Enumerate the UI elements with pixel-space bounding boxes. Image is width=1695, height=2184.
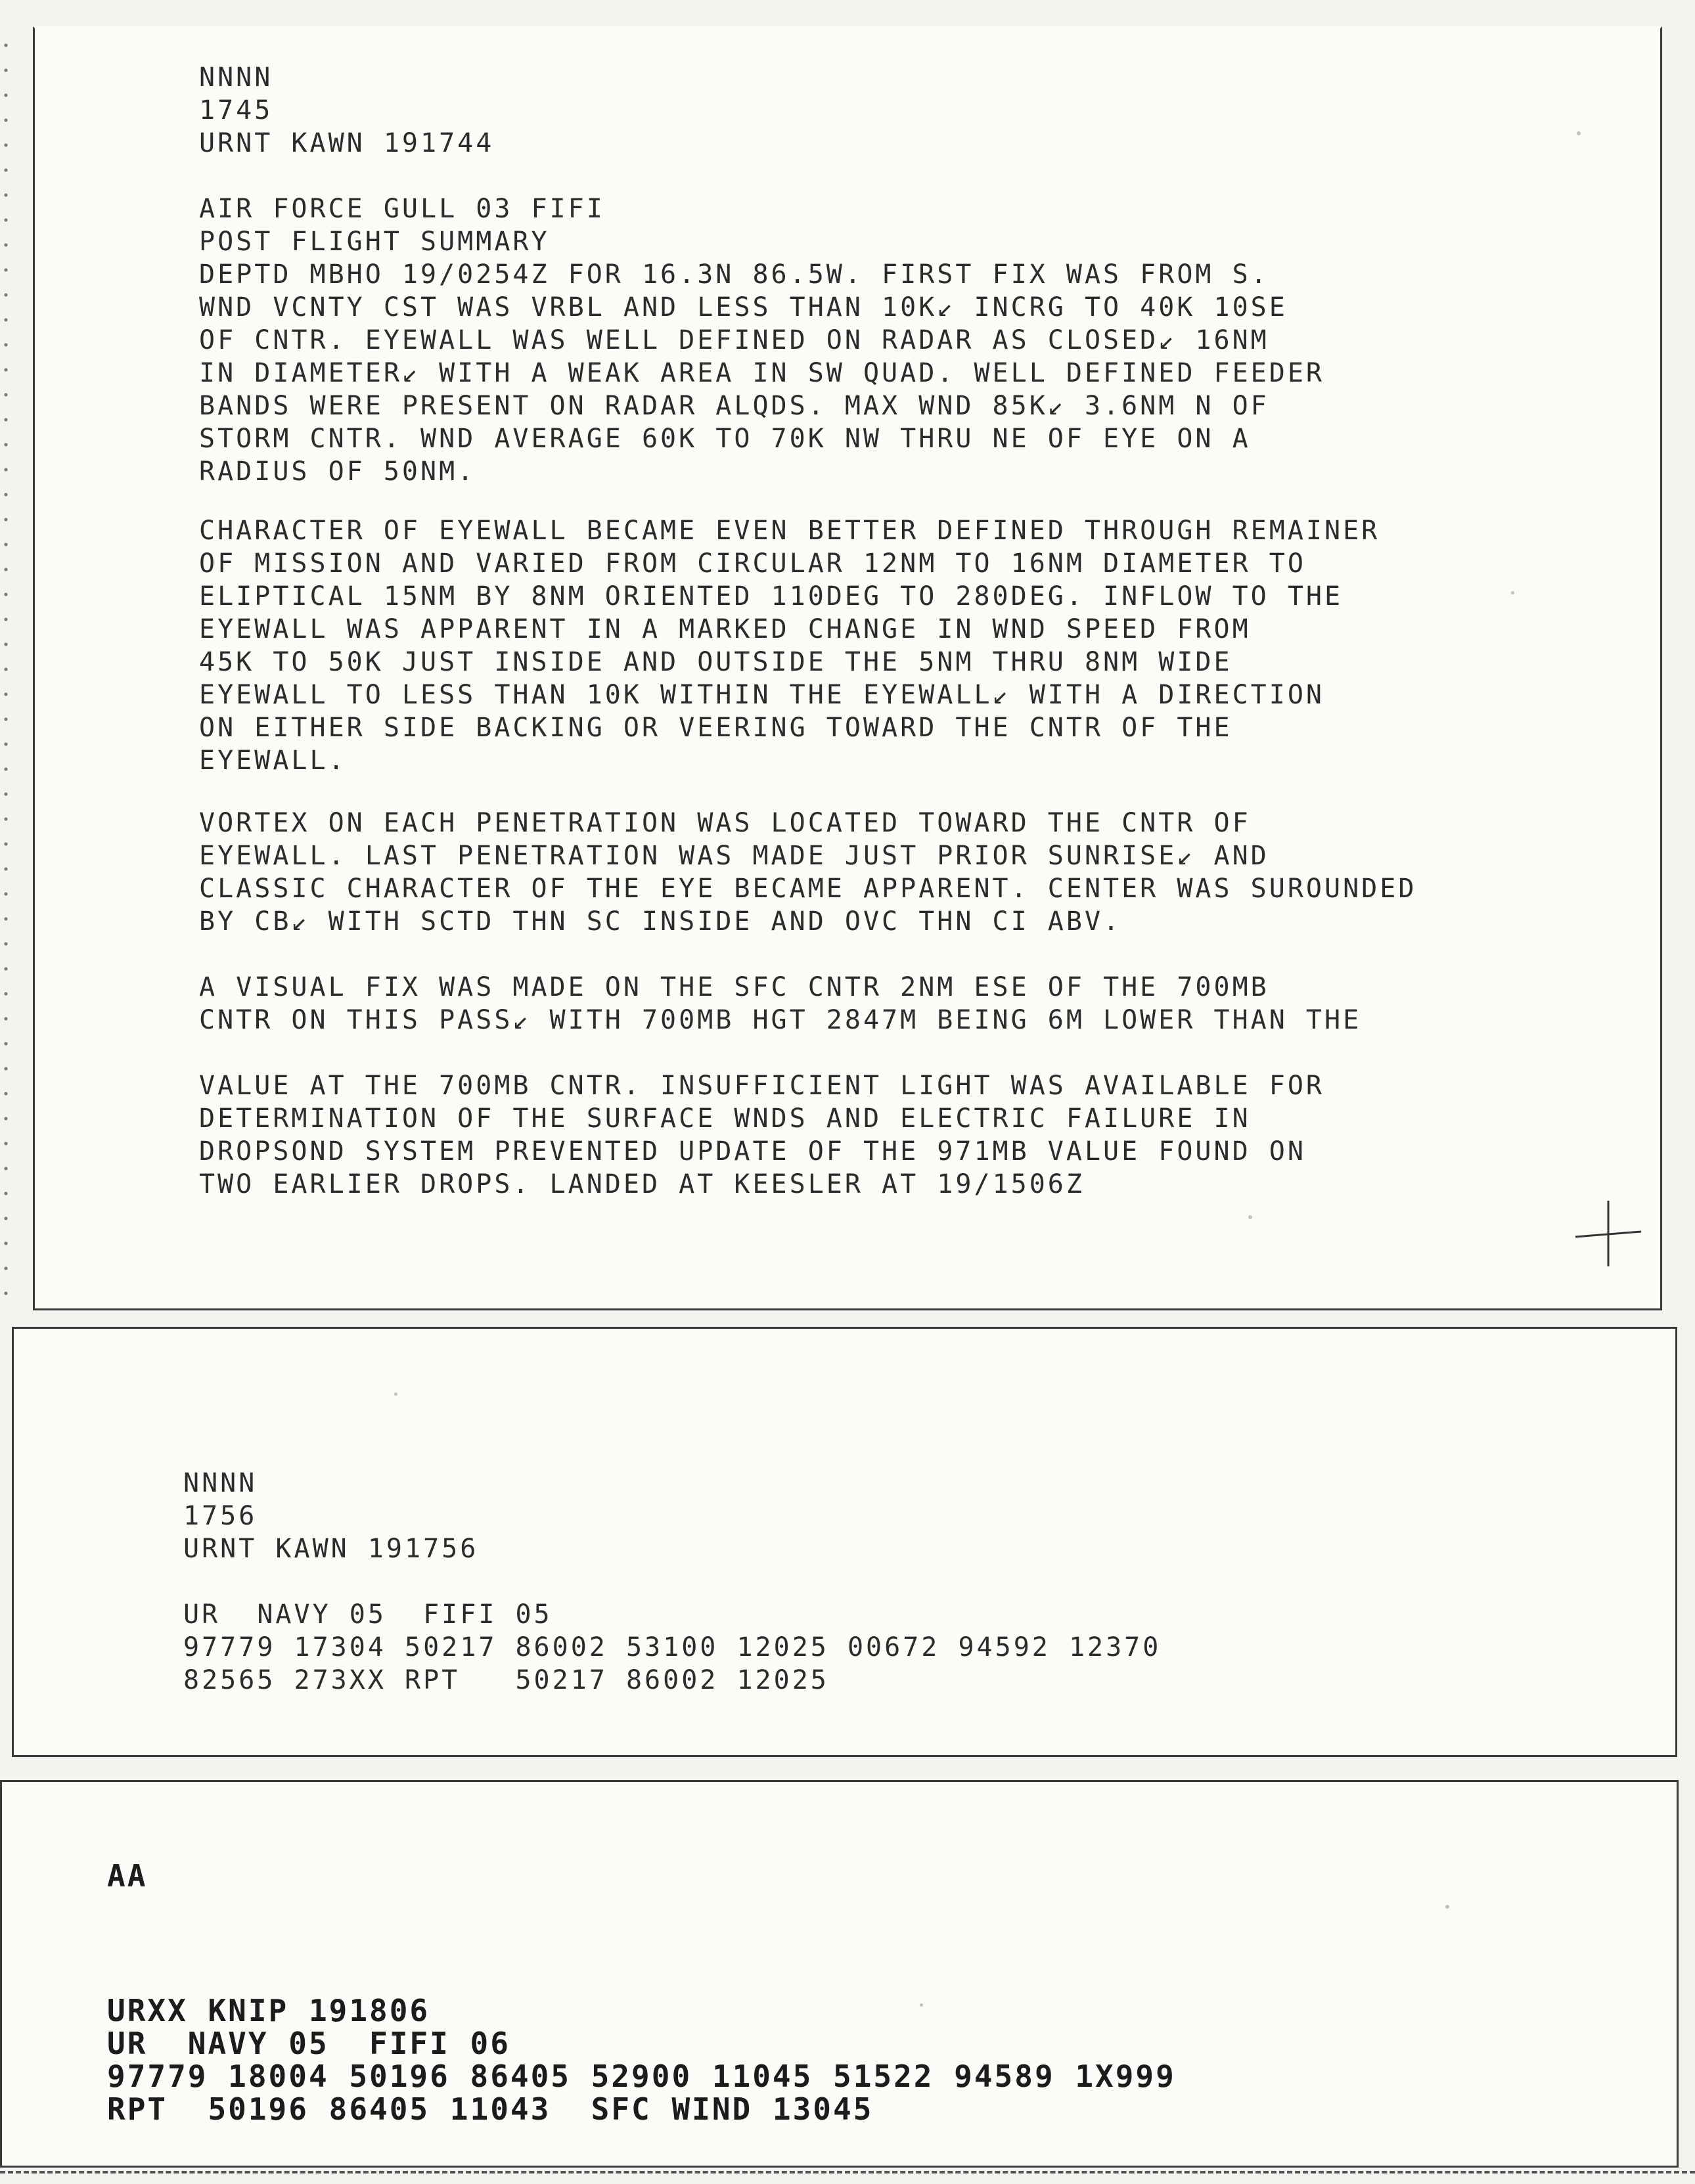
teletype-sheet-3 — [0, 1780, 1679, 2168]
text-line: CHARACTER OF EYEWALL BECAME EVEN BETTER DEFINED THROUGH REMAINER — [199, 516, 1380, 546]
pen-mark-cross — [1572, 1197, 1644, 1270]
text-line: EYEWALL. LAST PENETRATION WAS MADE JUST PRIOR SUNRISE↙ AND — [199, 841, 1269, 871]
paper-speck — [920, 2003, 923, 2007]
text-line: POST FLIGHT SUMMARY — [199, 227, 550, 257]
header-line: URNT KAWN 191756 — [183, 1534, 479, 1564]
teletype-sheet-1 — [33, 26, 1662, 1310]
text-line: STORM CNTR. WND AVERAGE 60K TO 70K NW THRU NE OF EYE ON A — [199, 424, 1251, 454]
text-line: 97779 17304 50217 86002 53100 12025 00672 94592 12370 — [183, 1632, 1162, 1662]
text-line: RPT 50196 86405 11043 SFC WIND 13045 — [107, 2091, 874, 2127]
header-line: AA — [107, 1858, 148, 1894]
text-line: EYEWALL. — [199, 746, 347, 776]
pinfeed-margin — [3, 33, 9, 1314]
text-line: ELIPTICAL 15NM BY 8NM ORIENTED 110DEG TO 280DEG. INFLOW TO THE — [199, 581, 1344, 612]
text-line: UR NAVY 05 FIFI 05 — [183, 1599, 553, 1630]
text-line: 45K TO 50K JUST INSIDE AND OUTSIDE THE 5NM THRU 8NM WIDE — [199, 647, 1232, 677]
paper-speck — [394, 1393, 397, 1396]
text-line: 97779 18004 50196 86405 52900 11045 51522 94589 1X999 — [107, 2059, 1176, 2094]
header-line: NNNN — [199, 62, 273, 93]
text-line: VORTEX ON EACH PENETRATION WAS LOCATED TOWARD THE CNTR OF — [199, 808, 1251, 838]
text-line: TWO EARLIER DROPS. LANDED AT KEESLER AT 19/1506Z — [199, 1169, 1085, 1199]
text-line: WND VCNTY CST WAS VRBL AND LESS THAN 10K↙ INCRG TO 40K 10SE — [199, 292, 1288, 323]
paper-speck — [1445, 1905, 1449, 1909]
text-line: EYEWALL WAS APPARENT IN A MARKED CHANGE IN WND SPEED FROM — [199, 614, 1251, 644]
header-line: 1756 — [183, 1501, 258, 1531]
paper-speck — [1577, 131, 1581, 135]
text-line: DETERMINATION OF THE SURFACE WNDS AND ELECTRIC FAILURE IN — [199, 1103, 1251, 1134]
header-line: URXX KNIP 191806 — [107, 1993, 430, 2028]
text-line: OF CNTR. EYEWALL WAS WELL DEFINED ON RADAR AS CLOSED↙ 16NM — [199, 325, 1269, 355]
text-line: ON EITHER SIDE BACKING OR VEERING TOWARD THE CNTR OF THE — [199, 713, 1232, 743]
paper-speck — [1248, 1215, 1252, 1219]
text-line: AIR FORCE GULL 03 FIFI — [199, 194, 605, 224]
text-line: CNTR ON THIS PASS↙ WITH 700MB HGT 2847M BEING 6M LOWER THAN THE — [199, 1005, 1362, 1035]
text-line: 82565 273XX RPT 50217 86002 12025 — [183, 1665, 829, 1695]
text-line: RADIUS OF 50NM. — [199, 457, 476, 487]
text-line: OF MISSION AND VARIED FROM CIRCULAR 12NM TO 16NM DIAMETER TO — [199, 548, 1306, 579]
text-line: CLASSIC CHARACTER OF THE EYE BECAME APPARENT. CENTER WAS SUROUNDED — [199, 874, 1417, 904]
paper-speck — [1511, 591, 1514, 594]
text-line: EYEWALL TO LESS THAN 10K WITHIN THE EYEWALL↙ WITH A DIRECTION — [199, 680, 1325, 710]
text-line: IN DIAMETER↙ WITH A WEAK AREA IN SW QUAD. WELL DEFINED FEEDER — [199, 358, 1325, 388]
text-line: DROPSOND SYSTEM PREVENTED UPDATE OF THE 971MB VALUE FOUND ON — [199, 1136, 1306, 1167]
text-line: BANDS WERE PRESENT ON RADAR ALQDS. MAX WND 85K↙ 3.6NM N OF — [199, 391, 1269, 421]
text-line: DEPTD MBHO 19/0254Z FOR 16.3N 86.5W. FIRST FIX WAS FROM S. — [199, 259, 1269, 290]
header-line: URNT KAWN 191744 — [199, 128, 495, 158]
text-line: UR NAVY 05 FIFI 06 — [107, 2026, 510, 2061]
header-line: 1745 — [199, 95, 273, 125]
header-line: NNNN — [183, 1468, 258, 1498]
text-line: A VISUAL FIX WAS MADE ON THE SFC CNTR 2NM ESE OF THE 700MB — [199, 972, 1269, 1002]
teletype-sheet-2 — [12, 1327, 1677, 1757]
perforation-rule — [0, 2171, 1695, 2173]
text-line: VALUE AT THE 700MB CNTR. INSUFFICIENT LIGHT WAS AVAILABLE FOR — [199, 1071, 1325, 1101]
text-line: BY CB↙ WITH SCTD THN SC INSIDE AND OVC THN CI ABV. — [199, 906, 1122, 937]
